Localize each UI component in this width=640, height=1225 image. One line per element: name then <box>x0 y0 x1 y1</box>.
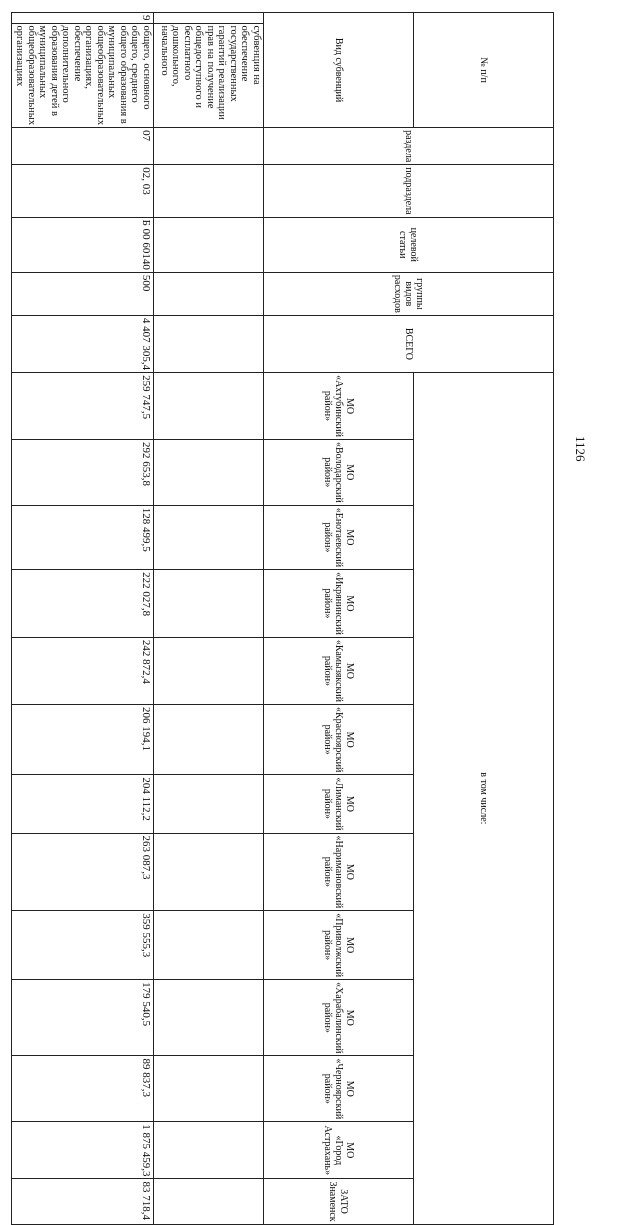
row-value <box>154 1122 264 1179</box>
header-mo-5: МО «Красноярский район» <box>264 705 414 775</box>
row-number: 9 <box>12 13 154 24</box>
header-mo-12: ЗАТО Знаменск <box>264 1179 414 1224</box>
header-mo-6: МО «Лиманский район» <box>264 775 414 833</box>
row-value: 359 555,3 <box>12 911 154 980</box>
header-vsego: ВСЕГО <box>264 315 554 372</box>
row-description: субвенция на обеспечение государственных гарантий реализации прав на получение общедоступного и бесплатного дошкольного, начального <box>154 23 264 128</box>
row-gruppa <box>154 272 264 315</box>
row-value <box>154 1179 264 1224</box>
row-value: 263 087,3 <box>12 833 154 911</box>
header-razdel: раздела <box>264 128 554 165</box>
row-vsego <box>154 315 264 372</box>
row-podrazdel <box>154 165 264 217</box>
row-value <box>154 705 264 775</box>
row-value: 83 718,4 <box>12 1179 154 1224</box>
header-mo-11: МО «Город Астрахань» <box>264 1122 414 1179</box>
row-number <box>154 13 264 24</box>
header-vid: Вид субвенций <box>264 13 414 128</box>
row-value: 1 875 459,3 <box>12 1122 154 1179</box>
row-value <box>154 439 264 505</box>
row-vsego: 4 407 305,4 <box>12 315 154 372</box>
header-mo-8: МО «Приволжский район» <box>264 911 414 980</box>
row-description: общего, основного общего, среднего общего образования в муниципальных общеобразовательных организациях, обеспечение дополнительного образования детей в муниципальных общеобразовательных организациях <box>12 23 154 128</box>
header-mo-7: МО «Наримановский район» <box>264 833 414 911</box>
header-vtom: в том числе: <box>414 373 554 1225</box>
header-mo-4: МО «Камызякский район» <box>264 637 414 704</box>
row-value <box>154 980 264 1056</box>
table-row <box>154 13 264 1225</box>
row-value: 128 499,5 <box>12 505 154 569</box>
header-mo-1: МО «Володарский район» <box>264 439 414 505</box>
row-razdel: 07 <box>12 128 154 165</box>
row-value <box>154 911 264 980</box>
row-value <box>154 775 264 833</box>
row-value <box>154 637 264 704</box>
row-value: 206 194,1 <box>12 705 154 775</box>
row-value: 89 837,3 <box>12 1056 154 1122</box>
row-value <box>154 373 264 440</box>
row-value: 292 653,8 <box>12 439 154 505</box>
header-row-no: № п/п <box>414 13 554 128</box>
table-row <box>414 13 554 1225</box>
header-mo-2: МО «Енотаевский район» <box>264 505 414 569</box>
row-razdel <box>154 128 264 165</box>
page-number: 1126 <box>573 436 588 462</box>
row-value <box>154 570 264 638</box>
row-value <box>154 833 264 911</box>
row-value: 259 747,5 <box>12 373 154 440</box>
row-value: 179 540,5 <box>12 980 154 1056</box>
row-gruppa: 500 <box>12 272 154 315</box>
row-celevoy: Б 00 60140 <box>12 217 154 272</box>
row-value: 222 027,8 <box>12 570 154 638</box>
table-row <box>12 13 154 1225</box>
header-mo-0: МО «Ахтубинский район» <box>264 373 414 440</box>
header-gruppy: группы видов расходов <box>264 272 554 315</box>
row-value: 242 872,4 <box>12 637 154 704</box>
row-podrazdel: 02, 03 <box>12 165 154 217</box>
header-mo-10: МО «Черноярский район» <box>264 1056 414 1122</box>
row-celevoy <box>154 217 264 272</box>
row-value: 204 112,2 <box>12 775 154 833</box>
header-podrazdel: подраздела <box>264 165 554 217</box>
row-value <box>154 1056 264 1122</box>
header-mo-3: МО «Икрянинский район» <box>264 570 414 638</box>
subvention-table <box>11 12 554 1225</box>
header-celevoy: целевой статьи <box>264 217 554 272</box>
header-mo-9: МО «Харабалинский район» <box>264 980 414 1056</box>
row-value <box>154 505 264 569</box>
